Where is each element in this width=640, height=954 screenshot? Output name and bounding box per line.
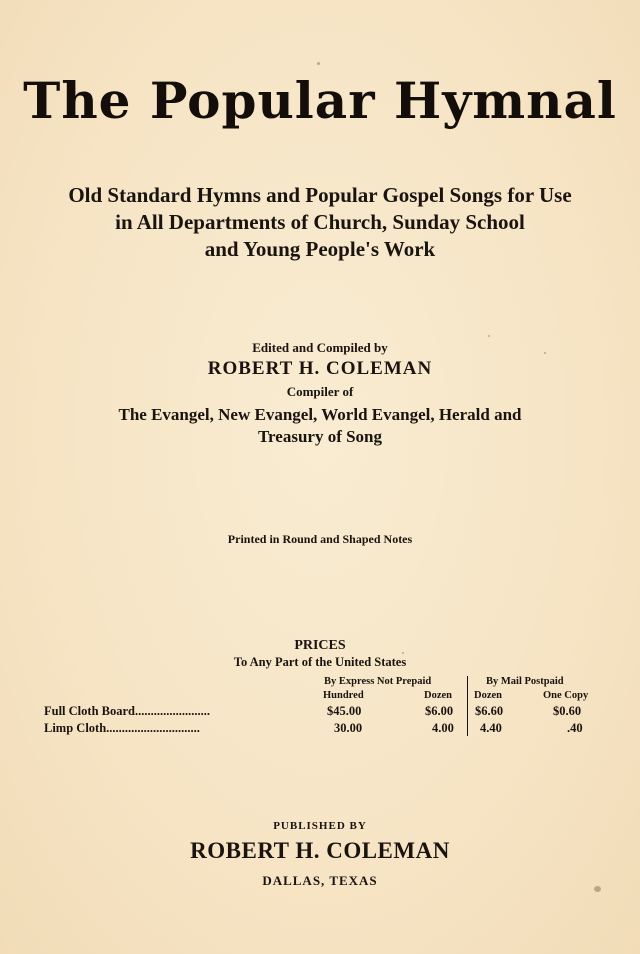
printed-note: Printed in Round and Shaped Notes <box>227 532 413 546</box>
price-cell: 30.00 <box>334 721 363 735</box>
price-cell: $6.60 <box>475 704 504 718</box>
subtitle-line: Old Standard Hymns and Popular Gospel Songs for Use <box>68 183 572 207</box>
price-cell: 4.40 <box>480 721 502 735</box>
price-cell: .40 <box>567 721 583 735</box>
compiler-of-label: Compiler of <box>286 384 354 399</box>
row-leader: ........................ <box>135 704 210 718</box>
works-line: The Evangel, New Evangel, World Evangel, Herald and <box>118 405 522 424</box>
price-row <box>44 721 200 736</box>
publisher-name: ROBERT H. COLEMAN <box>190 838 450 863</box>
price-cell: 4.00 <box>432 721 454 735</box>
subtitle <box>0 182 640 263</box>
express-header: By Express Not Prepaid <box>324 676 432 687</box>
works-line: Treasury of Song <box>257 427 383 446</box>
price-row <box>44 704 210 719</box>
column-header: Dozen <box>474 690 502 701</box>
column-header: One Copy <box>543 690 589 701</box>
paper-stain <box>594 886 601 892</box>
mail-header: By Mail Postpaid <box>486 676 564 687</box>
prices-subheading: To Any Part of the United States <box>233 655 407 669</box>
column-divider <box>467 676 468 736</box>
subtitle-line: in All Departments of Church, Sunday School <box>115 210 525 234</box>
paper-speck <box>544 352 546 354</box>
paper-speck <box>317 62 320 65</box>
column-header: Hundred <box>323 690 364 701</box>
column-header: Dozen <box>424 690 452 701</box>
publisher-city: DALLAS, TEXAS <box>262 873 378 888</box>
price-cell: $0.60 <box>553 704 582 718</box>
subtitle-line: and Young People's Work <box>204 237 436 261</box>
row-label: Limp Cloth <box>44 721 107 735</box>
price-cell: $45.00 <box>327 704 362 718</box>
paper-speck <box>402 652 404 654</box>
works-list <box>0 404 640 448</box>
paper-speck <box>488 335 490 337</box>
price-cell: $6.00 <box>425 704 454 718</box>
book-title: The Popular Hymnal <box>23 71 617 130</box>
row-label: Full Cloth Board <box>44 704 135 718</box>
row-leader: .............................. <box>106 721 200 735</box>
prices-heading: PRICES <box>294 638 346 653</box>
published-by-label: PUBLISHED BY <box>273 820 367 832</box>
editor-name: ROBERT H. COLEMAN <box>207 358 433 379</box>
edited-by-label: Edited and Compiled by <box>252 340 388 355</box>
